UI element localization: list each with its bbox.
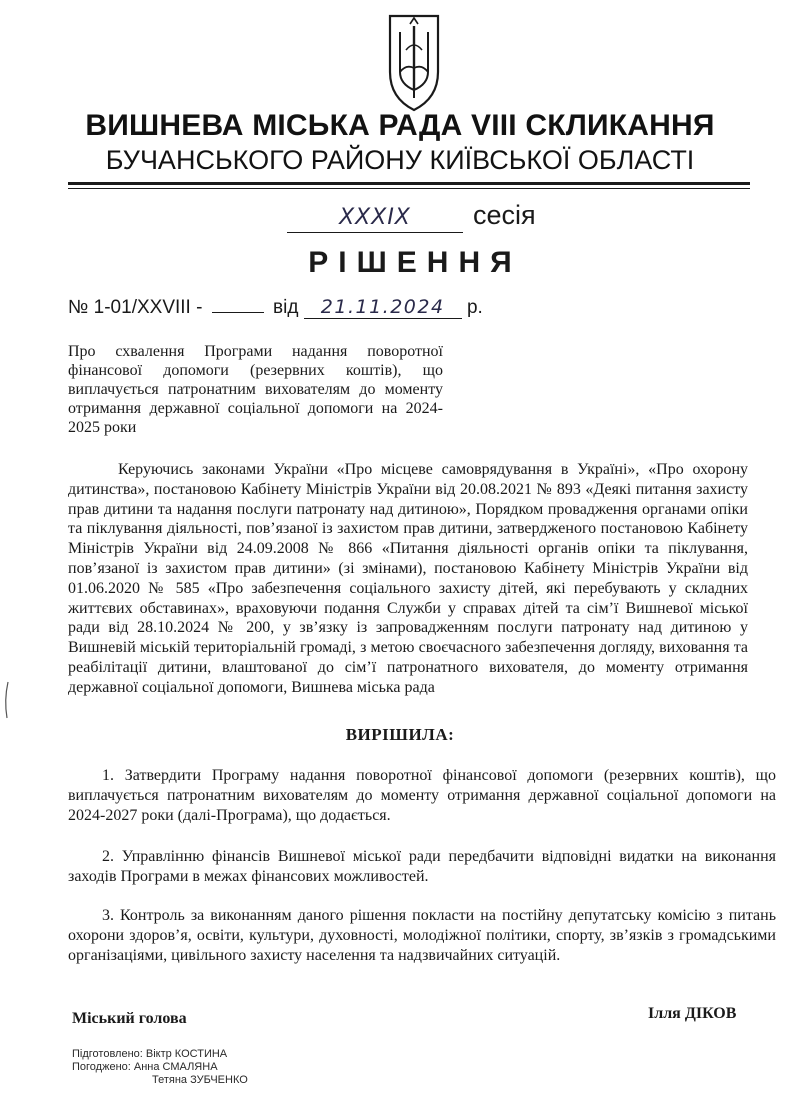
footer-approved-by: Погоджено: Анна СМАЛЯНА: [72, 1061, 218, 1073]
resolution-item-2: 2. Управлінню фінансів Вишневої міської ради передбачити відповідні видатки на виконання заходів Програми в межах фінансових можливостей.: [68, 848, 776, 885]
session-line: [287, 197, 536, 233]
footer-prepared-by: Підготовлено: Віктр КОСТИНА: [72, 1048, 228, 1060]
decision-number-line: [68, 293, 483, 323]
header-divider-thin: [68, 188, 750, 189]
council-title: ВИШНЕВА МІСЬКА РАДА VIII СКЛИКАННЯ: [85, 109, 715, 142]
header-divider-thick: [68, 182, 750, 185]
resolved-heading: ВИРІШИЛА:: [345, 725, 455, 744]
from-label: від: [273, 297, 299, 318]
resolution-item-1: 1. Затвердити Програму надання поворотної фінансової допомоги (резервних коштів), що виплачується патронатним вихователям до моменту отримання державної соціальної допомоги на 2024-2027 роки (далі-Програма), що додається.: [68, 767, 776, 824]
footer-approved-by-2: Тетяна ЗУБЧЕНКО: [152, 1074, 248, 1086]
district-title: БУЧАНСЬКОГО РАЙОНУ КИЇВСЬКОЇ ОБЛАСТІ: [105, 145, 695, 175]
decision-number-prefix: № 1-01/XXVIII -: [68, 297, 203, 318]
scan-edge-mark: [2, 680, 12, 720]
decision-title: РІШЕННЯ: [308, 246, 522, 279]
session-label: сесія: [473, 200, 536, 230]
signature-title: Міський голова: [72, 1010, 187, 1027]
decision-date-handwritten: 21.11.2024: [304, 296, 462, 319]
resolution-item-3: 3. Контроль за виконанням даного рішення покласти на постійну депутатську комісію з питань охорони здоров’я, освіти, культури, духовності, молодіжної політики, спорту, зв’язків з громадськими організаціями, цивільного захисту населення та надзвичайних ситуацій.: [68, 907, 776, 964]
decision-subject: Про схвалення Програми надання поворотної фінансової допомоги (резервних коштів), що виплачується патронатним вихователям до моменту отримання державної соціальної допомоги на 2024-2025 роки: [68, 343, 443, 436]
year-suffix: р.: [466, 297, 483, 318]
signature-name: Ілля ДІКОВ: [648, 1005, 737, 1022]
preamble-paragraph: Керуючись законами України «Про місцеве самоврядування в Україні», «Про охорону дитинства», постановою Кабінету Міністрів України від 20.08.2021 № 893 «Деякі питання захисту прав дитини та надання послуги патронату над дитиною», Порядком провадження органами опіки та піклування діяльності, пов’язаної із захистом прав дитини, затвердженого постановою Кабінету Міністрів України від 24.09.2008 № 866 «Питання діяльності органів опіки та піклування, пов’язаної із захистом прав дитини» (зі змінами), постановою Кабінету Міністрів України від 01.06.2020 № 585 «Про забезпечення соціального захисту дітей, які перебувають у складних життєвих обставинах», враховуючи подання Служби у справах дітей та сім’ї Вишневої міської ради від 28.10.2024 № 200, у зв’язку із запровадженням послуги патронату над дитиною у Вишневій міській територіальній громаді, з метою своєчасного забезпечення догляду, виховання та реабілітації дитини, влаштованої до сім’ї патронатного вихователя, до моменту отримання державної соціальної допомоги, Вишнева міська рада: [68, 461, 748, 696]
coat-of-arms-emblem: [384, 10, 444, 114]
blank-number-field: [212, 296, 264, 313]
session-number-handwritten: XXXIX: [287, 204, 463, 233]
